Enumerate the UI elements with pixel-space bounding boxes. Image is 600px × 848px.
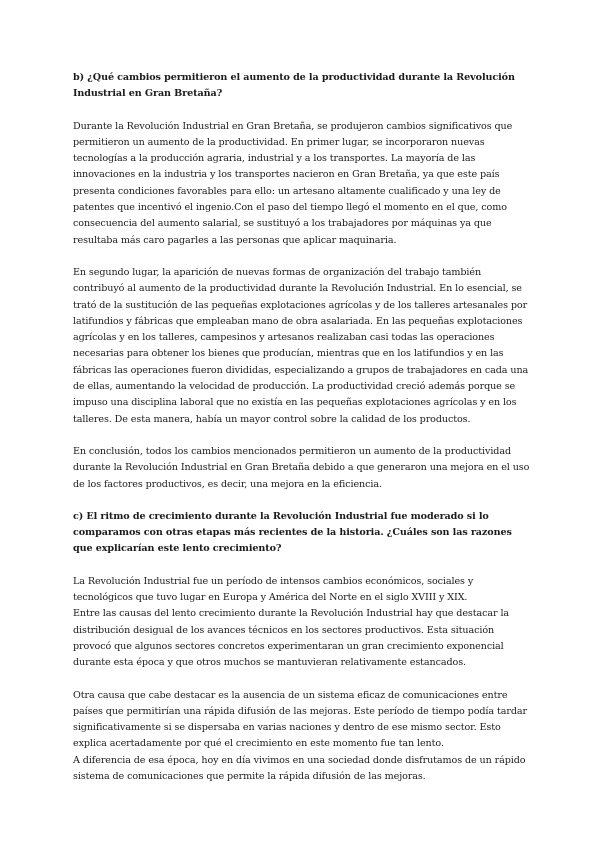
answer-b-paragraph-3: En conclusión, todos los cambios mencionados permitieron un aumento de la productividad durante la Revolución Industrial en Gran Bretaña debido a que generaron una mejora en el uso de los factores productivos, es decir, una mejora en la eficiencia. (73, 445, 530, 490)
answer-c-paragraph-3: Otra causa que cabe destacar es la ausencia de un sistema eficaz de comunicaciones entre países que permitirían una rápida difusión de las mejoras. Este período de tiempo podía tardar significativamente si se dispersaba en varias naciones y dentro de ese mismo sector. Esto explica acertadamente por qué el crecimiento en este momento fue tan lento. (73, 689, 527, 750)
answer-c-paragraph-2: Entre las causas del lento crecimiento durante la Revolución Industrial hay que destacar la distribución desigual de los avances técnicos en los sectores productivos. Esta situación provocó que algunos sectores concretos experimentaran un gran crecimiento exponencial durante esta época y que otros muchos se mantuvieran relativamente estancados. (73, 608, 510, 669)
spacer (73, 249, 533, 265)
question-b-heading: b) ¿Qué cambios permitieron el aumento de la productividad durante la Revolución Industrial en Gran Bretaña? (73, 72, 515, 100)
answer-c-paragraph-1: La Revolución Industrial fue un período de intensos cambios económicos, sociales y tecnológicos que tuvo lugar en Europa y América del Norte en el siglo XVIII y XIX. (73, 575, 474, 604)
question-c-heading: c) El ritmo de crecimiento durante la Revolución Industrial fue moderado si lo comparamos con otras etapas más recientes de la historia. ¿Cuáles son las razones que explicarían este lento crecimiento? (73, 510, 512, 555)
spacer (73, 493, 533, 509)
answer-c-paragraph-4: A diferencia de esa época, hoy en día vivimos en una sociedad donde disfrutamos de un rápido sistema de comunicaciones que permite la rápida difusión de las mejoras. (73, 754, 526, 782)
answer-b-paragraph-2: En segundo lugar, la aparición de nuevas formas de organización del trabajo también contribuyó al aumento de la productividad durante la Revolución Industrial. En lo esencial, se trató de la sustitución de las pequeñas explotaciones agrícolas y de los talleres artesanales por latifundios y fábricas que empleaban mano de obra asalariada. En las pequeñas explotaciones agrícolas y en los talleres, campesinos y artesanos realizaban casi todas las operaciones necesarias para obtener los bienes que producían, mientras que en los latifundios y en las fábricas las operaciones fueron divididas, especializando a grupos de trabajadores en cada una de ellas, aumentando la velocidad de producción. La productividad creció además porque se impuso una disciplina laboral que no existía en las pequeñas explotaciones agrícolas y en los talleres. De esta manera, había un mayor control sobre la calidad de los productos. (73, 266, 529, 425)
spacer (73, 103, 533, 119)
spacer (73, 672, 533, 688)
document-body (73, 70, 533, 785)
answer-b-paragraph-1: Durante la Revolución Industrial en Gran Bretaña, se produjeron cambios significativos que permitieron un aumento de la productividad. En primer lugar, se incorporaron nuevas tecnologías a la producción agraria, industrial y a los transportes. La mayoría de las innovaciones en la industria y los transportes nacieron en Gran Bretaña, ya que este país presenta condiciones favorables para ello: un artesano altamente cualificado y una ley de patentes que incentivó el ingenio.Con el paso del tiempo llegó el momento en el que, como consecuencia del aumento salarial, se sustituyó a los trabajadores por máquinas ya que resultaba más caro pagarles a las personas que aplicar maquinaria. (73, 120, 513, 246)
spacer (73, 428, 533, 444)
spacer (73, 558, 533, 574)
